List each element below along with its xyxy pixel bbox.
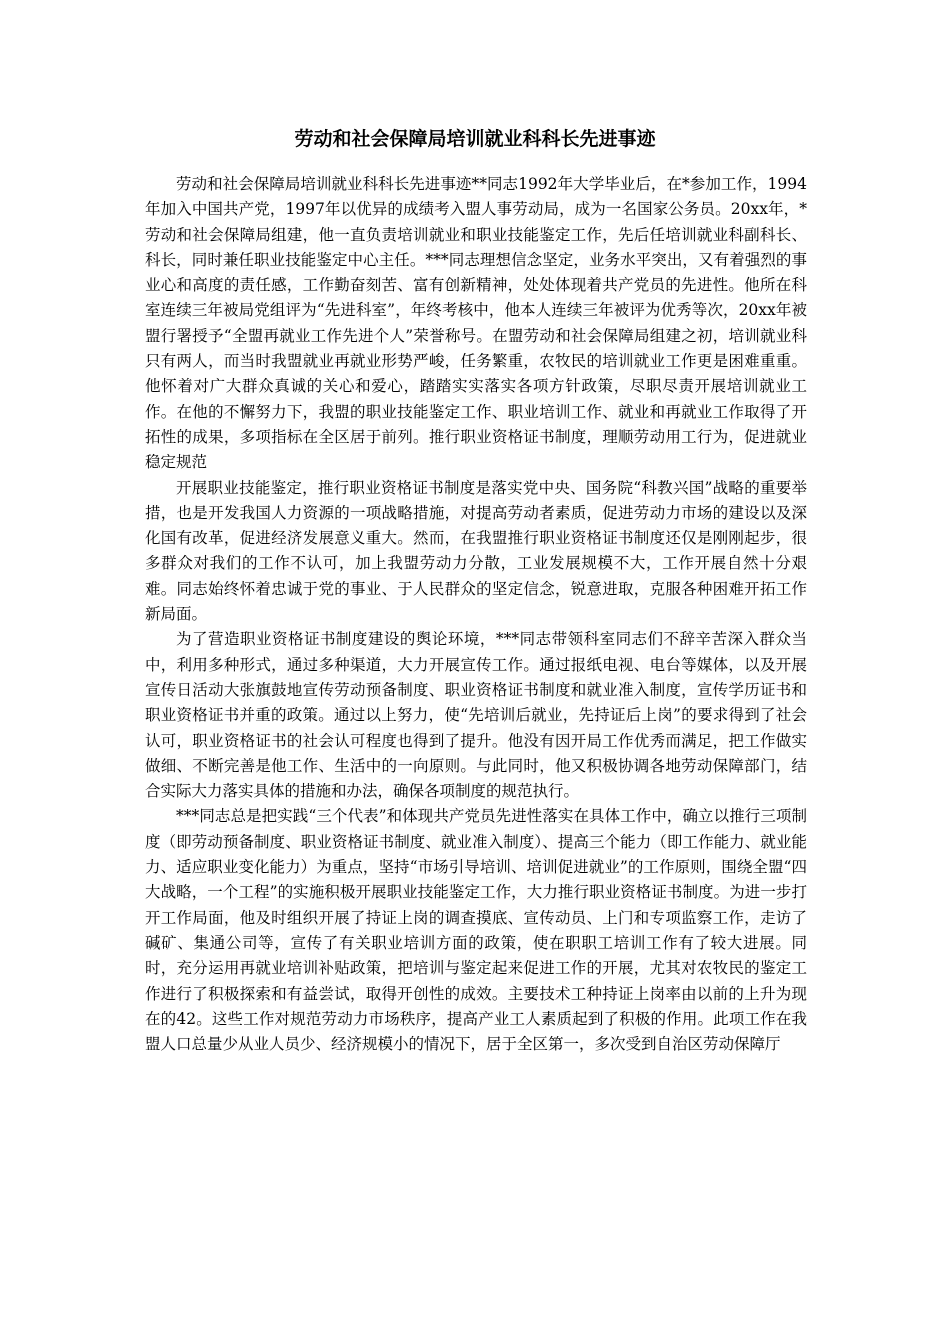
paragraph-2: 开展职业技能鉴定，推行职业资格证书制度是落实党中央、国务院“科教兴国”战略的重要举措，也是开发我国人力资源的一项战略措施，对提高劳动者素质，促进劳动力市场的建设以及深化国有改革，促进经济发展意义重大。然而，在我盟推行职业资格证书制度还仅是刚刚起步，很多群众对我们的工作不认可，加上我盟劳动力分散，工业发展规模不大，工作开展自然十分艰难。同志始终怀着忠诚于党的事业、于人民群众的坚定信念，锐意进取，克服各种困难开拓工作新局面。 bbox=[145, 478, 807, 624]
paragraph-1: 劳动和社会保障局培训就业科科长先进事迹**同志1992年大学毕业后，在*参加工作，1994年加入中国共产党，1997年以优异的成绩考入盟人事劳动局，成为一名国家公务员。20xx年，*劳动和社会保障局组建，他一直负责培训就业和职业技能鉴定工作，先后任培训就业科副科长、科长，同时兼任职业技能鉴定中心主任。***同志理想信念坚定，业务水平突出，又有着强烈的事业心和高度的责任感，工作勤奋刻苦、富有创新精神，处处体现着共产党员的先进性。他所在科室连续三年被局党组评为“先进科室”，年终考核中，他本人连续三年被评为优秀等次，20xx年被盟行署授予“全盟再就业工作先进个人”荣誉称号。在盟劳动和社会保障局组建之初，培训就业科只有两人，而当时我盟就业再就业形势严峻，任务繁重，农牧民的培训就业工作更是困难重重。他怀着对广大群众真诚的关心和爱心，踏踏实实落实各项方针政策，尽职尽责开展培训就业工作。在他的不懈努力下，我盟的职业技能鉴定工作、职业培训工作、就业和再就业工作取得了开拓性的成果，多项指标在全区居于前列。推行职业资格证书制度，理顺劳动用工行为，促进就业稳定规范 bbox=[145, 175, 807, 472]
paragraph-3: 为了营造职业资格证书制度建设的舆论环境，***同志带领科室同志们不辞辛苦深入群众当中，利用多种形式，通过多种渠道，大力开展宣传工作。通过报纸电视、电台等媒体，以及开展宣传日活动大张旗鼓地宣传劳动预备制度、职业资格证书制度和就业准入制度，宣传学历证书和职业资格证书并重的政策。通过以上努力，使“先培训后就业，先持证后上岗”的要求得到了社会认可，职业资格证书的社会认可程度也得到了提升。他没有因开局工作优秀而满足，把工作做实做细、不断完善是他工作、生活中的一向原则。与此同时，他又积极协调各地劳动保障部门，结合实际大力落实具体的措施和办法，确保各项制度的规范执行。 bbox=[145, 630, 807, 801]
paragraph-4: ***同志总是把实践“三个代表”和体现共产党员先进性落实在具体工作中，确立以推行三项制度（即劳动预备制度、职业资格证书制度、就业准入制度）、提高三个能力（即工作能力、就业能力、适应职业变化能力）为重点，坚持“市场引导培训、培训促进就业”的工作原则，围绕全盟“四大战略，一个工程”的实施积极开展职业技能鉴定工作，大力推行职业资格证书制度。为进一步打开工作局面，他及时组织开展了持证上岗的调查摸底、宣传动员、上门和专项监察工作，走访了碱矿、集通公司等，宣传了有关职业培训方面的政策，使在职职工培训工作有了较大进展。同时，充分运用再就业培训补贴政策，把培训与鉴定起来促进工作的开展，尤其对农牧民的鉴定工作进行了积极探索和有益尝试，取得开创性的成效。主要技术工种持证上岗率由以前的上升为现在的42。这些工作对规范劳动力市场秩序，提高产业工人素质起到了积极的作用。此项工作在我盟人口总量少从业人员少、经济规模小的情况下，居于全区第一，多次受到自治区劳动保障厅 bbox=[145, 807, 807, 1054]
document-body bbox=[145, 172, 807, 1057]
document-title: 劳动和社会保障局培训就业科科长先进事迹 bbox=[294, 128, 656, 150]
